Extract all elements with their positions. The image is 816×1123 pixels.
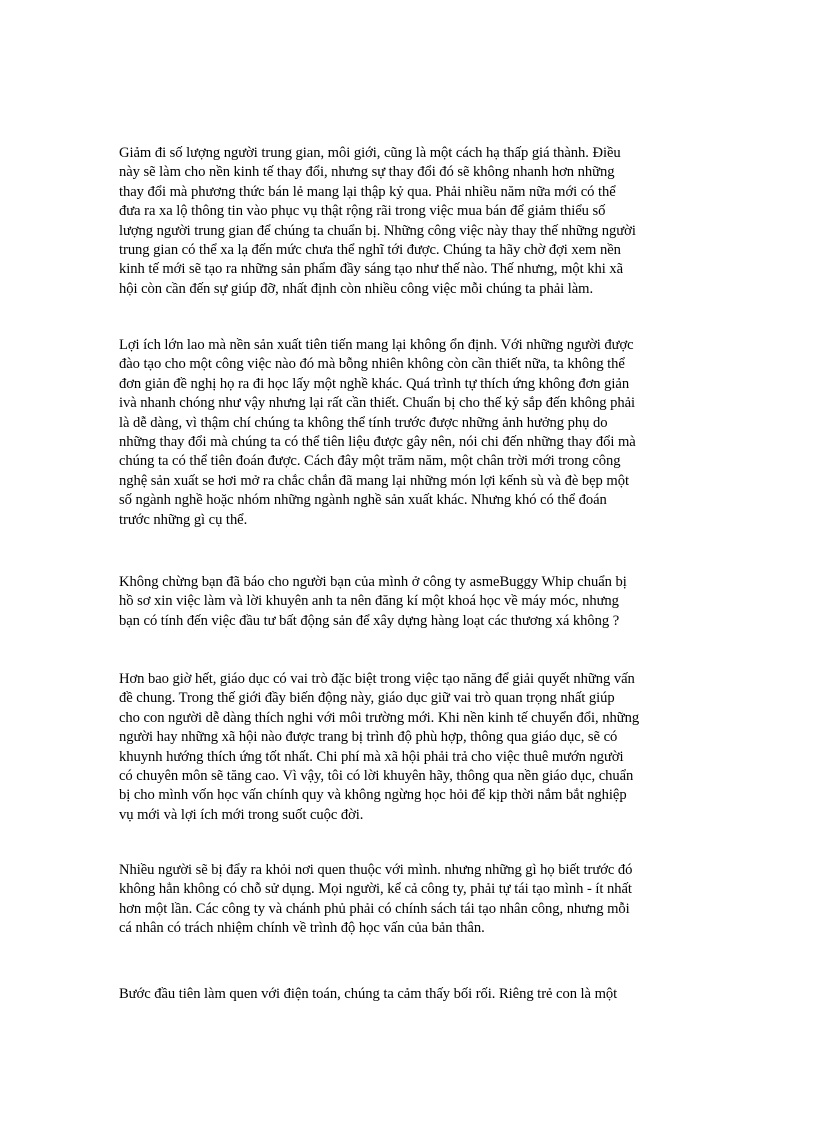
text-line: khuynh hướng thích ứng tốt nhất. Chi phí mà xã hội phải trả cho việc thuê mướn người (119, 748, 624, 765)
text-line: trung gian có thể xa lạ đến mức chưa thể nghĩ tới được. Chúng ta hãy chờ đợi xem nền (119, 242, 621, 259)
text-line: cho con người dễ dàng thích nghi với môi trường mới. Khi nền kinh tế chuyển đổi, những (119, 709, 640, 726)
text-line: đưa ra xa lộ thông tin vào phục vụ thật rộng rãi trong việc mua bán để giảm thiểu số (119, 203, 606, 220)
text-line: kinh tế mới sẽ tạo ra những sản phẩm đầy sáng tạo như thế nào. Thế nhưng, một khi xã (119, 261, 624, 278)
paragraph-2 (119, 336, 699, 530)
text-line: hơn một lần. Các công ty và chánh phủ phải có chính sách tái tạo nhân công, nhưng mỗi (119, 900, 630, 917)
paragraph-1 (119, 144, 699, 299)
text-line: chúng ta có thể tiên đoán được. Cách đây một trăm năm, một chân trời mới trong công (119, 453, 621, 470)
text-line: vụ mới và lợi ích mới trong suốt cuộc đời. (119, 806, 364, 823)
text-line: bị cho mình vốn học vấn chính quy và không ngừng học hỏi để kịp thời nắm bắt nghiệp (119, 787, 627, 804)
text-line: số ngành nghề hoặc nhóm những ngành nghề sản xuất khác. Nhưng khó có thể đoán (119, 492, 607, 509)
text-line: cá nhân có trách nhiệm chính về trình độ học vấn của bản thân. (119, 920, 485, 937)
text-line: lượng người trung gian để chúng ta chuẩn bị. Những công việc này thay thế những người (119, 222, 636, 239)
text-line: là dễ dàng, vì thậm chí chúng ta không thể tính trước được những ảnh hưởng phụ do (119, 414, 608, 431)
text-line: đề chung. Trong thế giới đầy biến động này, giáo dục giữ vai trò quan trọng nhất giúp (119, 690, 615, 707)
text-line: Bước đầu tiên làm quen với điện toán, chúng ta cảm thấy bối rối. Riêng trẻ con là một (119, 986, 618, 1002)
paragraph-3 (119, 573, 699, 631)
text-line: hồ sơ xin việc làm và lời khuyên anh ta nên đăng kí một khoá học về máy móc, nhưng (119, 593, 619, 610)
text-line: hội còn cần đến sự giúp đỡ, nhất định còn nhiều công việc mỗi chúng ta phải làm. (119, 280, 594, 297)
paragraph-4 (119, 670, 699, 825)
text-line: người hay những xã hội nào được trang bị trình độ phù hợp, thông qua giáo dục, sẽ có (119, 729, 618, 746)
text-line: này sẽ làm cho nền kinh tế thay đổi, nhưng sự thay đổi đó sẽ không nhanh hơn những (119, 164, 615, 181)
text-line: nghệ sản xuất se hơi mở ra chắc chắn đã mang lại những món lợi kếnh sù và đè bẹp một (119, 472, 629, 489)
text-line: thay đổi mà phương thức bán lẻ mang lại thập kỷ qua. Phải nhiều năm nữa mới có thể (119, 183, 616, 200)
text-line: đào tạo cho một công việc nào đó mà bỗng nhiên không còn cần thiết nữa, ta không thể (119, 356, 625, 373)
text-line: có chuyên môn sẽ tăng cao. Vì vậy, tôi có lời khuyên hãy, thông qua nền giáo dục, chuẩn (119, 768, 634, 785)
text-line: ivà nhanh chóng như vậy nhưng lại rất cần thiết. Chuẩn bị cho thế kỷ sắp đến không phải (119, 395, 636, 412)
text-line: Không chừng bạn đã báo cho người bạn của mình ở công ty asmeBuggy Whip chuẩn bị (119, 574, 627, 590)
text-line: những thay đổi mà chúng ta có thể tiên liệu được gây nên, nói chi đến những thay đổi mà (119, 434, 636, 451)
text-line: bạn có tính đến việc đầu tư bất động sản để xây dựng hàng loạt các thương xá không ? (119, 612, 620, 629)
text-line: Giảm đi số lượng người trung gian, môi giới, cũng là một cách hạ thấp giá thành. Điều (119, 145, 621, 161)
text-line: Hơn bao giờ hết, giáo dục có vai trò đặc biệt trong việc tạo năng để giải quyết những vấn (119, 671, 635, 687)
text-line: Nhiều người sẽ bị đẩy ra khỏi nơi quen thuộc với mình. nhưng những gì họ biết trước đó (119, 862, 633, 878)
text-line: trước những gì cụ thể. (119, 511, 248, 528)
paragraph-6 (119, 985, 699, 1004)
text-line: đơn giản đề nghị họ ra đi học lấy một nghề khác. Quá trình tự thích ứng không đơn giản (119, 375, 630, 392)
paragraph-5 (119, 861, 699, 939)
text-line: không hẳn không có chỗ sử dụng. Mọi người, kể cả công ty, phải tự tái tạo mình - ít nhất (119, 881, 632, 898)
text-line: Lợi ích lớn lao mà nền sản xuất tiên tiến mang lại không ổn định. Với những người được (119, 337, 634, 353)
